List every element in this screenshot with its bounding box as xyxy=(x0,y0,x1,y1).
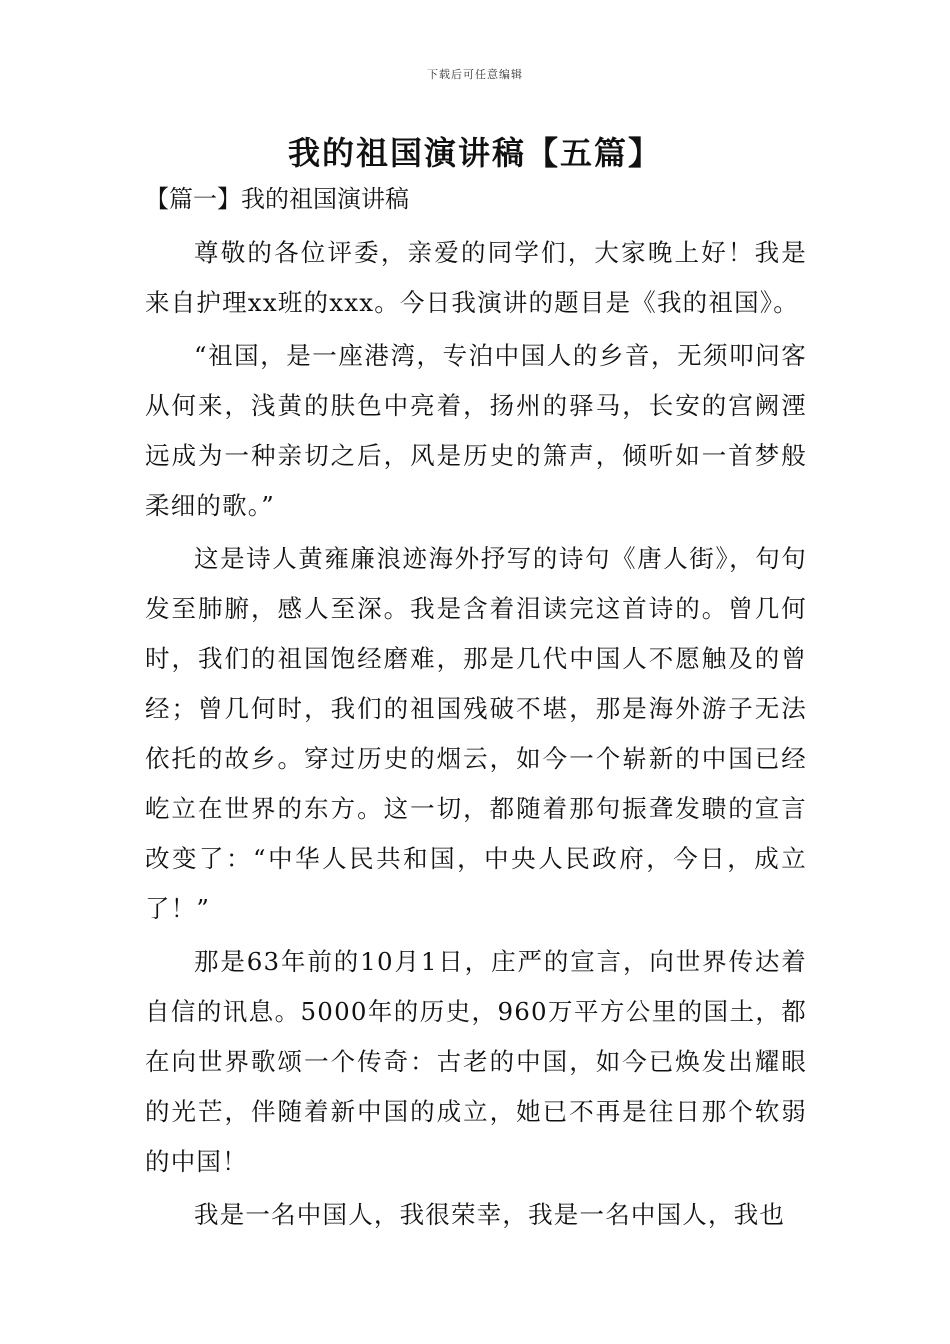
paragraph: 那是63年前的10月1日，庄严的宣言，向世界传达着自信的讯息。5000年的历史，960万平方公里的国土，都在向世界歌颂一个传奇：古老的中国，如今已焕发出耀眼的光芒，伴随着新中国的成立，她已不再是往日那个软弱的中国！ xyxy=(145,947,807,1176)
paragraph: 尊敬的各位评委，亲爱的同学们，大家晚上好！我是来自护理xx班的xxx。今日我演讲的题目是《我的祖国》。 xyxy=(145,238,807,317)
paragraph: 这是诗人黄雍廉浪迹海外抒写的诗句《唐人街》，句句发至肺腑，感人至深。我是含着泪读完这首诗的。曾几何时，我们的祖国饱经磨难，那是几代中国人不愿触及的曾经；曾几何时，我们的祖国残破不堪，那是海外游子无法依托的故乡。穿过历史的烟云，如今一个崭新的中国已经屹立在世界的东方。这一切，都随着那句振聋发聩的宣言改变了：“中华人民共和国，中央人民政府，今日，成立了！” xyxy=(145,544,807,923)
paragraph: 我是一名中国人，我很荣幸，我是一名中国人，我也 xyxy=(194,1200,786,1229)
document-title: 我的祖国演讲稿【五篇】 xyxy=(287,134,662,172)
header-note: 下载后可任意编辑 xyxy=(427,68,523,81)
paragraph: “祖国，是一座港湾，专泊中国人的乡音，无须叩问客从何来，浅黄的肤色中亮着，扬州的驿马，长安的宫阙湮远成为一种亲切之后，风是历史的箫声，倾听如一首梦般柔细的歌。” xyxy=(145,341,807,520)
section-heading: 【篇一】我的祖国演讲稿 xyxy=(145,185,409,213)
body-text xyxy=(145,228,807,1243)
